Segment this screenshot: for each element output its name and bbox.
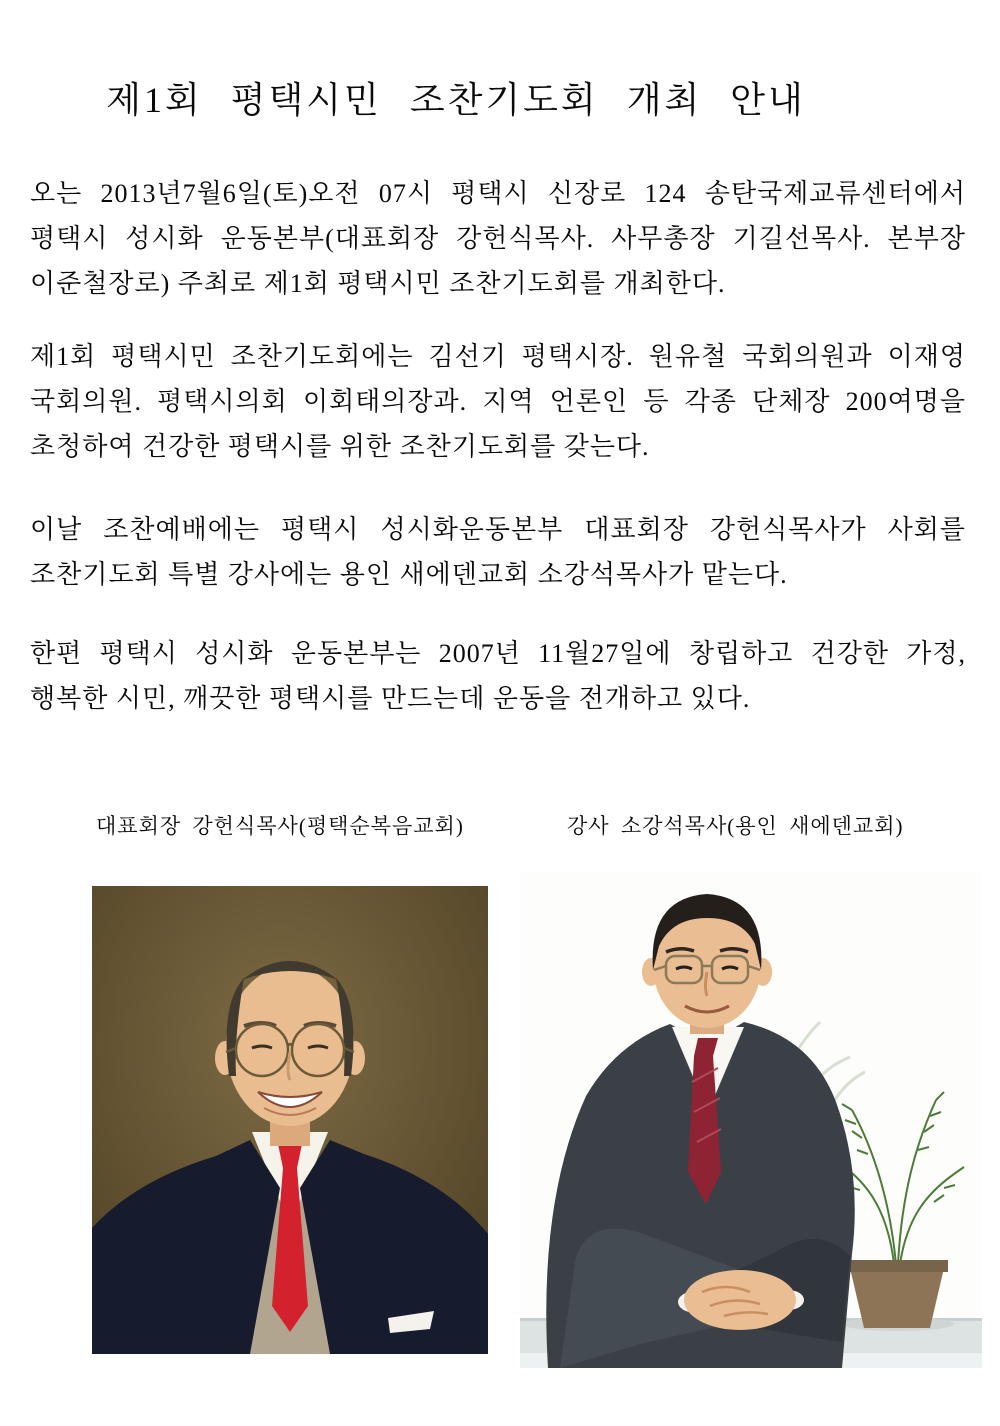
paragraph-3 [30, 507, 966, 597]
left-photo-canvas [92, 886, 488, 1354]
caption-left-chairman: 대표회장 강헌식목사(평택순복음교회) [96, 814, 464, 838]
paragraph-line: 조찬기도회 특별 강사에는 용인 새에덴교회 소강석목사가 맡는다. [30, 560, 788, 589]
photo-left-chairman [92, 886, 488, 1354]
photo-right-speaker [520, 872, 982, 1368]
paragraph-line: 이준철장로) 주최로 제1회 평택시민 조찬기도회를 개최한다. [30, 269, 726, 298]
caption-right-speaker: 강사 소강석목사(용인 새에덴교회) [567, 814, 904, 838]
paragraph-4 [30, 631, 966, 721]
paragraph-line: 행복한 시민, 깨끗한 평택시를 만드는데 운동을 전개하고 있다. [30, 684, 751, 713]
paragraph-1 [30, 171, 966, 306]
paragraph-line: 오는 2013년7월6일(토)오전 07시 평택시 신장로 124 송탄국제교류센터에서 [30, 179, 966, 208]
paragraph-2 [30, 334, 966, 469]
paragraph-line: 평택시 성시화 운동본부(대표회장 강헌식목사. 사무총장 기길선목사. 본부장 [30, 224, 966, 253]
paragraph-line: 이날 조찬예배에는 평택시 성시화운동본부 대표회장 강헌식목사가 사회를 [30, 515, 966, 544]
paragraph-line: 제1회 평택시민 조찬기도회에는 김선기 평택시장. 원유철 국회의원과 이재영 [30, 342, 966, 371]
paragraph-line: 국회의원. 평택시의회 이회태의장과. 지역 언론인 등 각종 단체장 200여명을 [30, 387, 966, 416]
right-photo-canvas [520, 872, 982, 1368]
paragraph-line: 초청하여 건강한 평택시를 위한 조찬기도회를 갖는다. [30, 432, 650, 461]
document-title: 제1회 평택시민 조찬기도회 개최 안내 [106, 80, 806, 120]
paragraph-line: 한편 평택시 성시화 운동본부는 2007년 11월27일에 창립하고 건강한 가정, [30, 639, 966, 668]
right-photo-hands [684, 1270, 796, 1330]
right-photo-nose [706, 972, 708, 996]
